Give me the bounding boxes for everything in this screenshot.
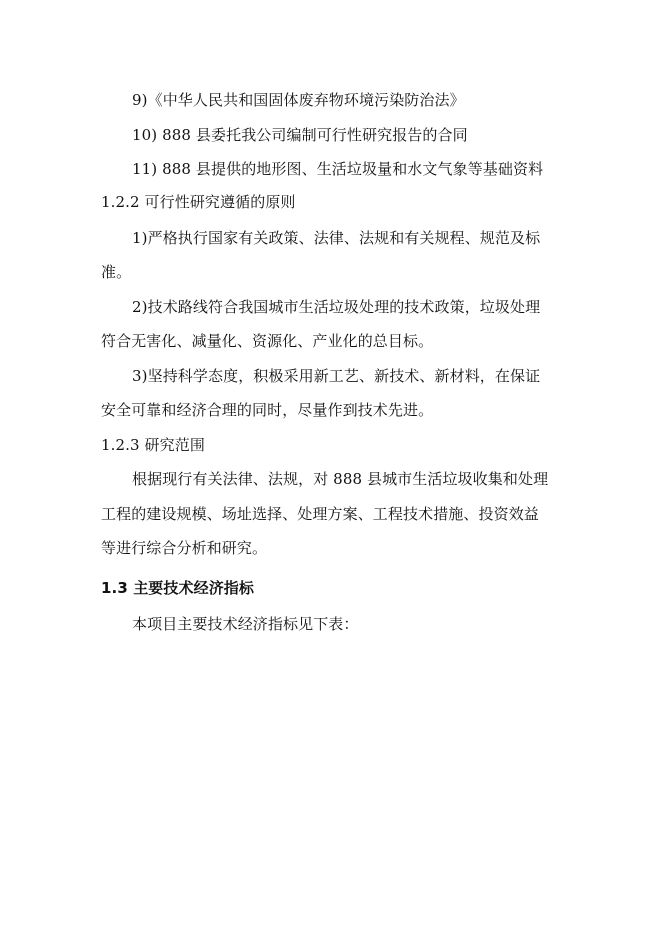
reference-item-10: 10) 888 县委托我公司编制可行性研究报告的合同 bbox=[132, 126, 468, 144]
principle-1-line-2: 准。 bbox=[101, 263, 132, 281]
principle-3-line-2: 安全可靠和经济合理的同时，尽量作到技术先进。 bbox=[101, 401, 434, 419]
scope-line-1: 根据现行有关法律、法规，对 888 县城市生活垃圾收集和处理 bbox=[132, 470, 549, 488]
indicators-intro: 本项目主要技术经济指标见下表： bbox=[132, 615, 359, 633]
section-heading-1-2-3: 1.2.3 研究范围 bbox=[101, 436, 205, 454]
reference-item-9: 9)《中华人民共和国固体废弃物环境污染防治法》 bbox=[132, 91, 465, 109]
principle-2-line-1: 2)技术路线符合我国城市生活垃圾处理的技术政策，垃圾处理 bbox=[132, 298, 541, 316]
principle-2-line-2: 符合无害化、减量化、资源化、产业化的总目标。 bbox=[101, 332, 434, 350]
section-heading-1-2-2: 1.2.2 可行性研究遵循的原则 bbox=[101, 193, 296, 211]
reference-item-11: 11) 888 县提供的地形图、生活垃圾量和水文气象等基础资料 bbox=[132, 160, 544, 178]
section-heading-1-3: 1.3 主要技术经济指标 bbox=[101, 579, 254, 597]
principle-1-line-1: 1)严格执行国家有关政策、法律、法规和有关规程、规范及标 bbox=[132, 229, 541, 247]
principle-3-line-1: 3)坚持科学态度，积极采用新工艺、新技术、新材料，在保证 bbox=[132, 367, 541, 385]
scope-line-2: 工程的建设规模、场址选择、处理方案、工程技术措施、投资效益 bbox=[101, 505, 539, 523]
scope-line-3: 等进行综合分析和研究。 bbox=[101, 539, 268, 557]
